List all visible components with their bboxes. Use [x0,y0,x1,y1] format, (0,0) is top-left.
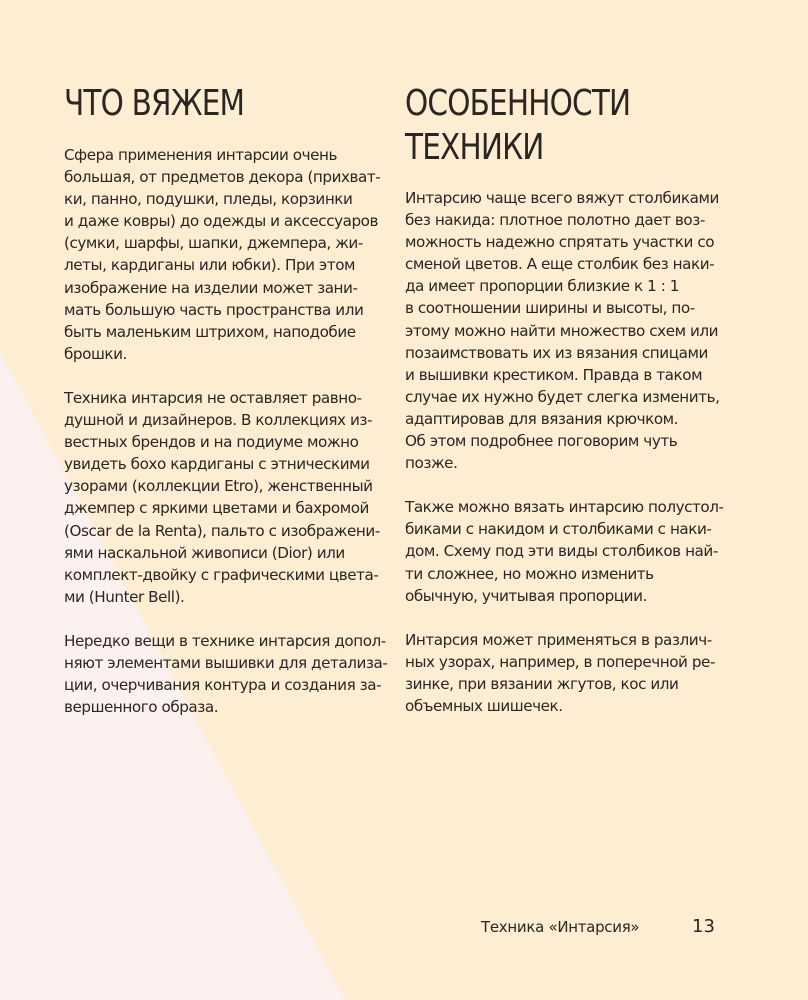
text-line: Интарсию чаще всего вяжут столбиками [405,189,719,207]
right-body-text [405,187,724,717]
text-line: и даже ковры) до одежды и аксессуаров [64,212,379,231]
text-line: быть маленьким штрихом, наподобие [64,322,356,341]
paragraph [405,629,724,717]
text-line: (сумки, шарфы, шапки, джемпера, жи- [64,234,363,253]
text-line: объемных шишечек. [405,696,563,715]
text-line: зинке, при вязании жгутов, кос или [405,674,679,693]
text-line: ции, очерчивания контура и создания за- [64,676,382,695]
text-line: адаптировав для вязания крючком. [405,409,679,428]
text-line: этому можно найти множество схем или [405,321,719,340]
text-line: Об этом подробнее поговорим чуть [405,432,678,451]
paragraph [64,387,387,608]
text-line: обычную, учитывая пропорции. [405,586,647,605]
text-line: и вышивки крестиком. Правда в таком [405,365,703,384]
heading-line: ТЕХНИКИ [405,127,544,168]
text-line: (Oscar de la Renta), пальто с изображени- [64,521,380,540]
paragraph [64,144,387,365]
text-line: узорами (коллекции Etro), женственный [64,477,373,496]
text-line: можность надежно спрятать участки со [405,233,715,252]
text-line: душной и дизайнеров. В коллекциях из- [64,411,373,430]
text-line: вершенного образа. [64,698,219,717]
text-line: увидеть бохо кардиганы с этническими [64,455,370,474]
text-line: Нередко вещи в технике интарсия допол- [64,631,386,650]
text-line: леты, кардиганы или юбки). При этом [64,256,356,275]
text-line: дом. Схему под эти виды столбиков най- [405,542,718,561]
section-heading-what-we-knit: ЧТО ВЯЖЕМ [64,83,245,124]
text-line: случае их нужно будет слегка изменить, [405,387,720,406]
text-line: ки, панно, подушки, пледы, корзинки [64,190,353,209]
text-line: большая, от предметов декора (прихват- [64,168,381,187]
text-line: няют элементами вышивки для детализа- [64,653,388,672]
text-line: мать большую часть пространства или [64,300,364,319]
text-line: ти сложнее, но можно изменить [405,564,654,583]
text-line: вестных брендов и на подиуме можно [64,433,359,452]
paragraph [405,187,724,474]
text-line: джемпер с яркими цветами и бахромой [64,499,369,518]
text-line: Также можно вязать интарсию полустол- [405,498,724,517]
text-line: брошки. [64,344,127,363]
paragraph [405,496,724,606]
text-line: позаимствовать их из вязания спицами [405,343,708,362]
text-line: без накида: плотное полотно дает воз- [405,211,705,230]
text-line: ями наскальной живописи (Dior) или [64,543,345,562]
text-line: ми (Hunter Bell). [64,587,185,606]
text-line: ных узорах, например, в поперечной ре- [405,652,715,671]
text-line: в соотношении ширины и высоты, по- [405,299,695,318]
text-line: комплект-двойку с графическими цвета- [64,565,379,584]
running-footer-title: Техника «Интарсия» [481,918,640,936]
section-heading-technique-features [405,82,630,170]
text-line: сменой цветов. А еще столбик без наки- [405,255,715,274]
text-line: позже. [405,454,458,473]
left-body-text [64,144,387,718]
heading-line: ОСОБЕННОСТИ [405,83,631,124]
text-line: изображение на изделии может зани- [64,278,358,297]
text-line: биками с накидом и столбиками с наки- [405,520,712,539]
text-line: Интарсия может применяться в различ- [405,630,712,649]
paragraph [64,630,387,718]
text-line: да имеет пропорции близкие к 1 : 1 [405,277,679,296]
page-number: 13 [692,916,715,937]
text-line: Сфера применения интарсии очень [64,146,338,164]
text-line: Техника интарсия не оставляет равно- [64,388,362,407]
